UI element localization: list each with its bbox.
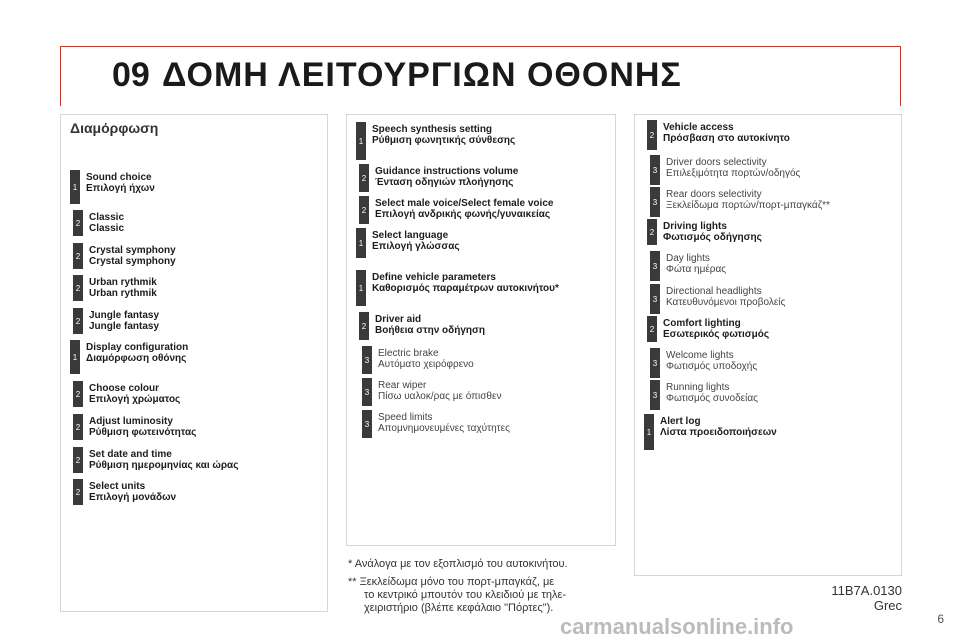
level-badge: 3 bbox=[650, 187, 660, 217]
item-label-english: Select language bbox=[372, 230, 449, 241]
level-badge: 1 bbox=[70, 340, 80, 374]
footnote-2-line-3: χειριστήριο (βλέπε κεφάλαιο "Πόρτες"). bbox=[364, 602, 554, 614]
watermark: carmanualsonline.info bbox=[560, 614, 794, 639]
item-label-english: Driver doors selectivity bbox=[666, 157, 767, 168]
item-label-greek: Επιλογή χρώματος bbox=[89, 394, 181, 405]
item-label-greek: Φωτισμός συνοδείας bbox=[666, 393, 758, 404]
item-label-english: Driving lights bbox=[663, 221, 727, 232]
item-label-greek: Πίσω υαλοκ/ρας με όπισθεν bbox=[378, 391, 502, 402]
item-label-english: Crystal symphony bbox=[89, 245, 176, 256]
reference-code bbox=[831, 583, 902, 613]
col3-menu-item bbox=[644, 414, 884, 450]
level-badge: 3 bbox=[650, 284, 660, 314]
item-label-greek: Ξεκλείδωμα πορτών/πορτ-μπαγκάζ** bbox=[666, 200, 830, 211]
level-badge: 1 bbox=[70, 170, 80, 204]
level-badge: 2 bbox=[359, 312, 369, 340]
item-label-greek: Φώτα ημέρας bbox=[666, 264, 727, 275]
col2-menu-item bbox=[362, 410, 602, 438]
col1-menu-item bbox=[73, 414, 313, 440]
item-label-greek: Αυτόματο χειρόφρενο bbox=[378, 359, 474, 370]
item-label-greek: Επιλεξιμότητα πορτών/οδηγός bbox=[666, 168, 801, 179]
item-label-greek: Jungle fantasy bbox=[89, 321, 160, 332]
item-label-english: Select units bbox=[89, 481, 146, 492]
col3-menu-item bbox=[650, 187, 890, 217]
level-badge: 2 bbox=[73, 479, 83, 505]
item-label-greek: Ρύθμιση ημερομηνίας και ώρας bbox=[89, 460, 239, 471]
item-label-greek: Κατευθυνόμενοι προβολείς bbox=[666, 297, 786, 308]
header-corner-line-right bbox=[900, 46, 901, 106]
item-label-greek: Φωτισμός υποδοχής bbox=[666, 361, 758, 372]
item-label-english: Urban rythmik bbox=[89, 277, 157, 288]
col2-menu-item bbox=[362, 378, 602, 406]
item-label-english: Choose colour bbox=[89, 383, 160, 394]
item-label-english: Rear doors selectivity bbox=[666, 189, 762, 200]
header-rule bbox=[60, 46, 900, 47]
item-label-english: Display configuration bbox=[86, 342, 189, 353]
col3-menu-item bbox=[650, 348, 890, 378]
reference-language: Grec bbox=[873, 598, 902, 613]
col1-menu-item bbox=[73, 210, 313, 236]
item-label-english: Guidance instructions volume bbox=[375, 166, 519, 177]
level-badge: 3 bbox=[650, 251, 660, 281]
item-label-greek: Ένταση οδηγιών πλοήγησης bbox=[375, 177, 514, 188]
level-badge: 3 bbox=[650, 155, 660, 185]
level-badge: 3 bbox=[362, 378, 372, 406]
col3-menu-item bbox=[650, 251, 890, 281]
page-title: ΔΟΜΗ ΛΕΙΤΟΥΡΓΙΩΝ ΟΘΟΝΗΣ bbox=[162, 56, 682, 94]
item-label-greek: Ρύθμιση φωτεινότητας bbox=[89, 427, 197, 438]
level-badge: 2 bbox=[73, 447, 83, 473]
item-label-greek: Λίστα προειδοποιήσεων bbox=[660, 427, 777, 438]
item-label-greek: Crystal symphony bbox=[89, 256, 176, 267]
item-label-greek: Πρόσβαση στο αυτοκίνητο bbox=[663, 133, 790, 144]
item-label-english: Welcome lights bbox=[666, 350, 734, 361]
section-title: Διαμόρφωση bbox=[70, 120, 159, 136]
item-label-english: Speed limits bbox=[378, 412, 433, 423]
level-badge: 3 bbox=[362, 346, 372, 374]
item-label-english: Day lights bbox=[666, 253, 710, 264]
item-label-english: Define vehicle parameters bbox=[372, 272, 496, 283]
item-label-greek: Επιλογή γλώσσας bbox=[372, 241, 460, 252]
level-badge: 2 bbox=[359, 164, 369, 192]
level-badge: 3 bbox=[650, 348, 660, 378]
item-label-english: Select male voice/Select female voice bbox=[375, 198, 554, 209]
item-label-english: Comfort lighting bbox=[663, 318, 741, 329]
level-badge: 2 bbox=[73, 414, 83, 440]
item-label-english: Directional headlights bbox=[666, 286, 762, 297]
item-label-english: Speech synthesis setting bbox=[372, 124, 493, 135]
col2-menu-item bbox=[356, 270, 596, 306]
item-label-greek: Urban rythmik bbox=[89, 288, 157, 299]
item-label-greek: Διαμόρφωση οθόνης bbox=[86, 353, 187, 364]
col2-menu-item bbox=[356, 122, 596, 160]
item-label-english: Vehicle access bbox=[663, 122, 734, 133]
footnote-2-line-2: το κεντρικό μπουτόν του κλειδιού με τηλε- bbox=[364, 589, 567, 601]
item-label-english: Adjust luminosity bbox=[89, 416, 173, 427]
level-badge: 2 bbox=[73, 275, 83, 301]
level-badge: 2 bbox=[359, 196, 369, 224]
header-corner-line-left bbox=[60, 46, 61, 106]
item-label-english: Set date and time bbox=[89, 449, 172, 460]
item-label-greek: Καθορισμός παραμέτρων αυτοκινήτου* bbox=[372, 283, 559, 294]
col1-menu-item bbox=[70, 340, 310, 374]
level-badge: 2 bbox=[647, 316, 657, 342]
level-badge: 1 bbox=[356, 270, 366, 306]
col2-menu-item bbox=[359, 164, 599, 192]
level-badge: 2 bbox=[647, 219, 657, 245]
col1-menu-item bbox=[73, 447, 313, 473]
footnote-2-line-1: ** Ξεκλείδωμα μόνο του πορτ-μπαγκάζ, με bbox=[348, 576, 555, 588]
col3-menu-item bbox=[650, 284, 890, 314]
item-label-greek: Εσωτερικός φωτισμός bbox=[663, 329, 770, 340]
col1-menu-item bbox=[73, 275, 313, 301]
level-badge: 2 bbox=[73, 381, 83, 407]
item-label-english: Electric brake bbox=[378, 348, 439, 359]
col1-menu-item bbox=[73, 243, 313, 269]
item-label-english: Driver aid bbox=[375, 314, 422, 325]
item-label-greek: Classic bbox=[89, 223, 125, 234]
level-badge: 2 bbox=[73, 308, 83, 334]
item-label-english: Rear wiper bbox=[378, 380, 427, 391]
item-label-greek: Ρύθμιση φωνητικής σύνθεσης bbox=[372, 135, 516, 146]
level-badge: 2 bbox=[73, 210, 83, 236]
page-number: 6 bbox=[937, 612, 944, 626]
col3-menu-item bbox=[647, 219, 887, 245]
item-label-english: Alert log bbox=[660, 416, 701, 427]
level-badge: 2 bbox=[647, 120, 657, 150]
level-badge: 3 bbox=[362, 410, 372, 438]
col3-menu-item bbox=[647, 316, 887, 342]
col2-menu-item bbox=[362, 346, 602, 374]
level-badge: 1 bbox=[356, 228, 366, 258]
level-badge: 1 bbox=[644, 414, 654, 450]
item-label-english: Classic bbox=[89, 212, 125, 223]
item-label-greek: Απομνημονευμένες ταχύτητες bbox=[378, 423, 510, 434]
col2-menu-item bbox=[359, 312, 599, 340]
col2-menu-item bbox=[356, 228, 596, 258]
item-label-greek: Επιλογή ανδρικής φωνής/γυναικείας bbox=[375, 209, 551, 220]
item-label-greek: Βοήθεια στην οδήγηση bbox=[375, 325, 485, 336]
col3-menu-item bbox=[647, 120, 887, 150]
chapter-number: 09 bbox=[112, 56, 150, 94]
level-badge: 3 bbox=[650, 380, 660, 410]
item-label-greek: Φωτισμός οδήγησης bbox=[663, 232, 762, 243]
item-label-greek: Επιλογή μονάδων bbox=[89, 492, 177, 503]
col2-menu-item bbox=[359, 196, 599, 224]
col3-menu-item bbox=[650, 380, 890, 410]
level-badge: 2 bbox=[73, 243, 83, 269]
item-label-english: Sound choice bbox=[86, 172, 152, 183]
item-label-greek: Επιλογή ήχων bbox=[86, 183, 155, 194]
level-badge: 1 bbox=[356, 122, 366, 160]
col3-menu-item bbox=[650, 155, 890, 185]
col1-menu-item bbox=[73, 381, 313, 407]
col1-menu-item bbox=[73, 479, 313, 505]
reference-code-number: 11B7A.0130 bbox=[831, 583, 902, 598]
col1-menu-item bbox=[73, 308, 313, 334]
item-label-english: Running lights bbox=[666, 382, 730, 393]
col1-menu-item bbox=[70, 170, 310, 204]
item-label-english: Jungle fantasy bbox=[89, 310, 160, 321]
footnote-1: * Ανάλογα με τον εξοπλισμό του αυτοκινήτου. bbox=[348, 558, 568, 570]
